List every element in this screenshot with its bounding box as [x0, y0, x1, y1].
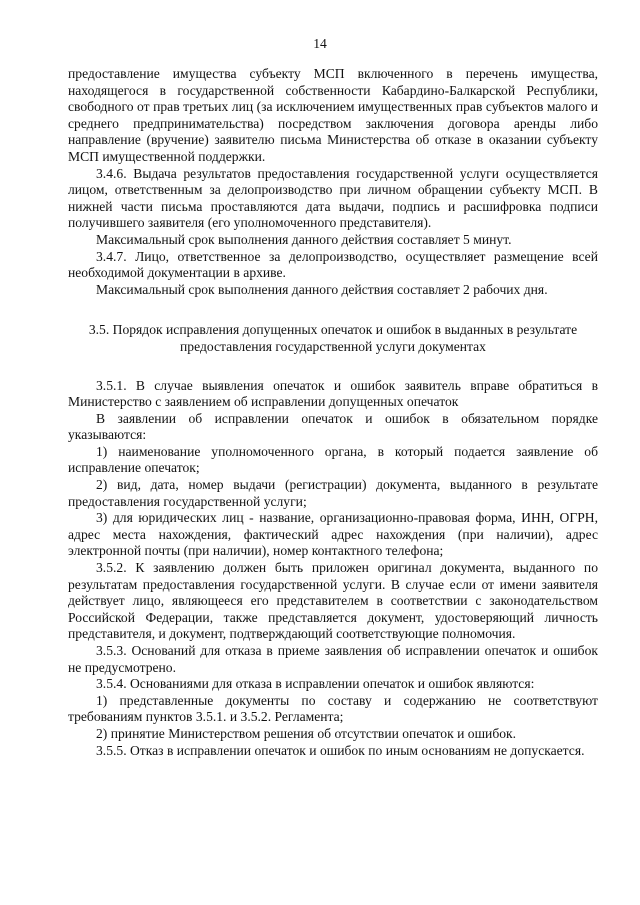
section-heading-3-5: 3.5. Порядок исправления допущенных опечаток и ошибок в выданных в результате предоставления государственной услуги документах — [88, 322, 578, 354]
paragraph-3-5-3: 3.5.3. Оснований для отказа в приеме заявления об исправлении опечаток и ошибок не предусмотрено. — [68, 643, 598, 675]
paragraph-max-time-2-days: Максимальный срок выполнения данного действия составляет 2 рабочих дня. — [96, 281, 548, 297]
refusal-ground-2: 2) принятие Министерством решения об отсутствии опечаток и ошибок. — [96, 725, 517, 741]
list-item-1: 1) наименование уполномоченного органа, в который подается заявление об исправление опечаток; — [68, 443, 598, 476]
paragraph-continuation: предоставление имущества субъекту МСП включенного в перечень имущества, находящегося в государственной собственности Кабардино-Балкарской Республики, свободного от прав третьих лиц (за исключением имущественных прав субъектов малого и среднего предпринимательства) посредством заключения договора аренды либо направление (вручение) заявителю письма Министерства об отказе в оказании субъекту МСП имущественной поддержки. — [68, 66, 598, 164]
list-item-2: 2) вид, дата, номер выдачи (регистрации) документа, выданного в результате предоставления государственной услуги; — [68, 477, 598, 509]
document-body — [68, 66, 598, 759]
paragraph-3-4-6: 3.4.6. Выдача результатов предоставления государственной услуги осуществляется лицом, ответственным за делопроизводство при личном обращении субъекту МСП. В нижней части письма проставляются дата выдачи, подпись и расшифровка подписи получившего заявителя (его уполномоченного представителя). — [68, 165, 598, 231]
paragraph-3-5-5: 3.5.5. Отказ в исправлении опечаток и ошибок по иным основаниям не допускается. — [96, 742, 585, 758]
page-number: 14 — [313, 36, 327, 51]
paragraph-application-contents: В заявлении об исправлении опечаток и ошибок в обязательном порядке указываются: — [68, 410, 598, 443]
paragraph-max-time-5-min: Максимальный срок выполнения данного действия составляет 5 минут. — [96, 231, 512, 247]
list-item-3: 3) для юридических лиц - название, организационно-правовая форма, ИНН, ОГРН, адрес места нахождения, фактический адрес нахождения (при наличии), адрес электронной почты (при наличии), номер контактного телефона; — [68, 510, 598, 559]
paragraph-3-5-2: 3.5.2. К заявлению должен быть приложен оригинал документа, выданного по результатам предоставления государственной услуги. В случае если от имени заявителя действует лицо, являющееся его представителем в соответствии с законодательством Российской Федерации, также представляется документ, удостоверяющий личность представителя, и документ, подтверждающий соответствующие полномочия. — [68, 560, 598, 642]
paragraph-3-4-7: 3.4.7. Лицо, ответственное за делопроизводство, осуществляет размещение всей необходимой документации в архиве. — [68, 248, 598, 281]
refusal-ground-1: 1) представленные документы по составу и содержанию не соответствуют требованиям пунктов 3.5.1. и 3.5.2. Регламента; — [68, 692, 598, 725]
paragraph-3-5-4: 3.5.4. Основаниями для отказа в исправлении опечаток и ошибок являются: — [96, 676, 535, 692]
paragraph-3-5-1: 3.5.1. В случае выявления опечаток и ошибок заявитель вправе обратиться в Министерство с заявлением об исправлении допущенных опечаток — [68, 377, 598, 410]
